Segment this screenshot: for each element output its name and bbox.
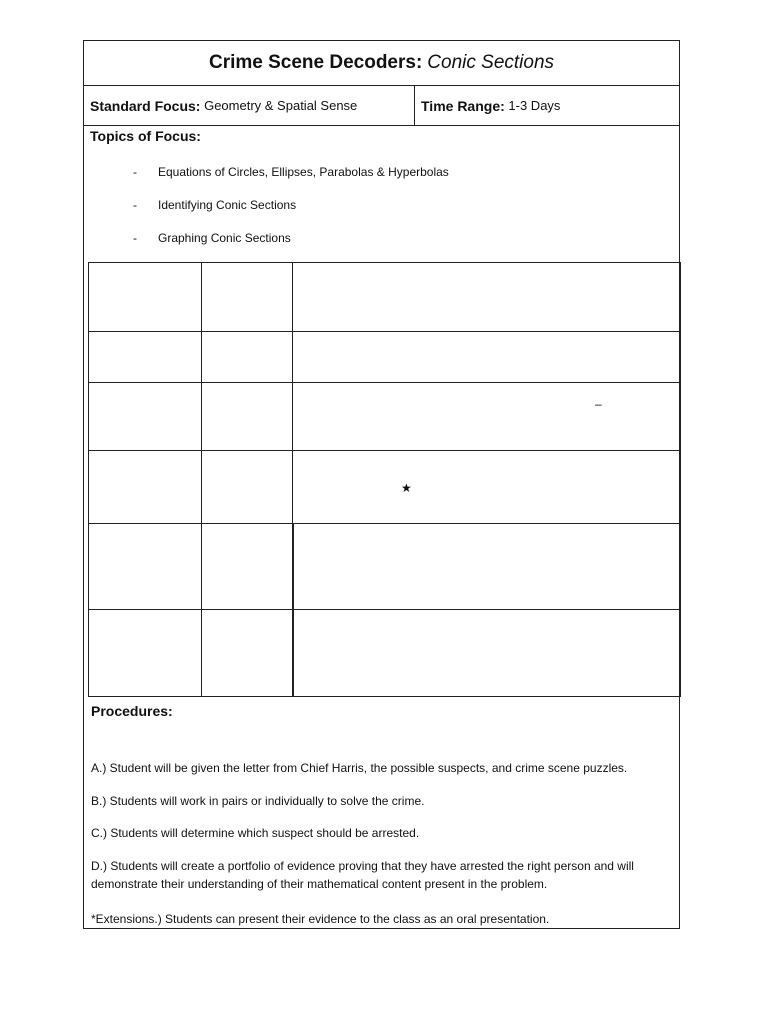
bullet-dash: -: [133, 231, 137, 245]
procedure-item: C.) Students will determine which suspect should be arrested.: [91, 826, 420, 840]
grid-column-line: [201, 262, 202, 697]
time-range-label: Time Range: [421, 97, 501, 114]
grid-column-line-thick: [293, 524, 294, 697]
standard-row: [83, 86, 680, 126]
topic-text: Graphing Conic Sections: [158, 231, 291, 245]
topic-item: [133, 198, 296, 212]
procedures-section: [83, 697, 680, 929]
grid-outer-right-border: [679, 262, 681, 697]
title-subtitle: Conic Sections: [427, 51, 555, 73]
title-colon: :: [415, 51, 423, 73]
topics-title: Topics of Focus:: [90, 128, 201, 144]
grid-row-line: [88, 450, 679, 451]
standard-divider: [414, 86, 415, 125]
standard-focus-label: Standard Focus: [90, 97, 196, 114]
empty-table-grid: [88, 262, 679, 697]
grid-row-line: [88, 609, 679, 610]
time-range-value: 1-3 Days: [508, 98, 561, 113]
grid-row-line: [88, 382, 679, 383]
grid-outer-left-border: [83, 262, 84, 697]
standard-focus-colon: :: [195, 97, 201, 114]
procedure-item: A.) Student will be given the letter from Chief Harris, the possible suspects, and crime scene puzzles.: [91, 761, 628, 775]
procedure-item: B.) Students will work in pairs or individually to solve the crime.: [91, 794, 425, 808]
bullet-dash: -: [133, 198, 137, 212]
star-mark: ★: [401, 481, 412, 495]
procedure-item: *Extensions.) Students can present their evidence to the class as an oral presentation.: [91, 912, 550, 926]
dash-mark: –: [595, 397, 602, 411]
topic-item: [133, 231, 291, 245]
procedures-title: Procedures:: [91, 703, 173, 719]
lesson-plan-sheet: [83, 40, 680, 929]
procedure-item: D.) Students will create a portfolio of evidence proving that they have arrested the right person and will demonstrate their understanding of their mathematical content present in the problem.: [91, 859, 634, 891]
topic-text: Equations of Circles, Ellipses, Parabolas & Hyperbolas: [158, 165, 449, 179]
time-range-colon: :: [500, 97, 505, 114]
standard-focus: [90, 86, 357, 125]
grid-row-line: [88, 331, 679, 332]
time-range: [421, 86, 560, 125]
title-row: [83, 40, 680, 86]
grid-column-line: [88, 262, 89, 697]
topic-text: Identifying Conic Sections: [158, 198, 297, 212]
grid-row-line: [88, 523, 679, 524]
bullet-dash: -: [133, 165, 137, 179]
title-main: Crime Scene Decoders: [208, 51, 416, 73]
topic-item: [133, 165, 449, 179]
standard-focus-value: Geometry & Spatial Sense: [204, 98, 358, 113]
grid-row-line: [88, 262, 679, 263]
